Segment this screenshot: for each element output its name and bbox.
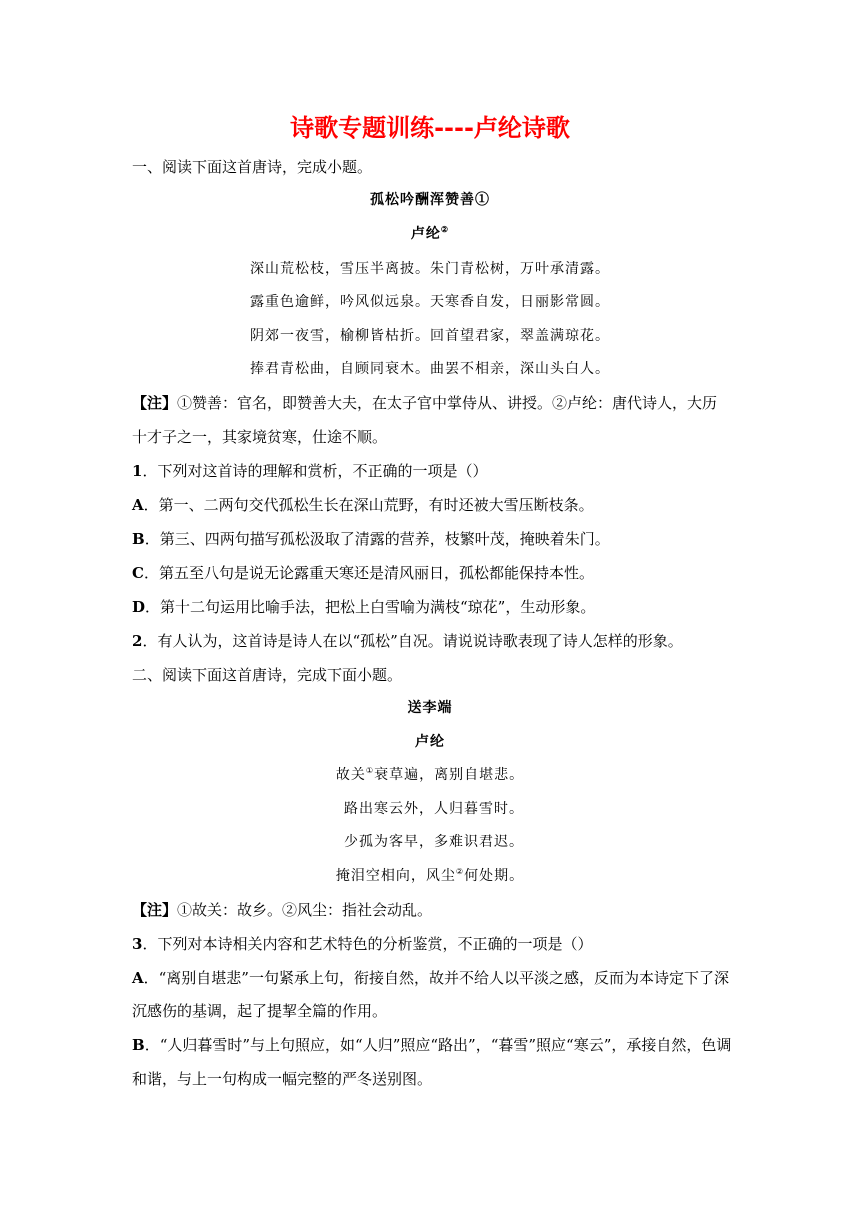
q3-option-a — [132, 967, 732, 989]
poem2-line-part: 衰草遍，离别自堪悲。 — [374, 767, 525, 783]
option-text: ．第五至八句是说无论露重天寒还是清风丽日，孤松都能保持本性。 — [143, 564, 594, 582]
q1-option-d — [132, 596, 732, 618]
q1-option-c — [132, 562, 732, 584]
option-label: A — [132, 969, 144, 987]
poem2-line-part: 掩泪空相向，风尘 — [335, 868, 456, 884]
poem2-line — [0, 865, 860, 887]
poem2-line: 少孤为客早，多难识君迟。 — [344, 834, 524, 850]
option-text: ．第一、二两句交代孤松生长在深山荒野，有时还被大雪压断枝条。 — [143, 496, 594, 514]
q3-option-a-cont: 沉感伤的基调，起了提挈全篇的作用。 — [132, 1002, 388, 1020]
poem1-line: 深山荒松枝，雪压半离披。朱门青松树，万叶承清露。 — [250, 261, 610, 277]
q1-option-b — [132, 528, 732, 550]
option-label: B — [132, 530, 145, 548]
question-number: 2 — [132, 632, 143, 650]
poem1-line: 捧君青松曲，自顾同衰木。曲罢不相亲，深山头白人。 — [250, 361, 610, 377]
page-title: 诗歌专题训练----卢纶诗歌 — [290, 114, 570, 142]
poem1-line: 露重色逾鲜，吟风似远泉。天寒香自发，日丽影常圆。 — [250, 294, 610, 310]
question-1 — [132, 460, 732, 482]
footnote-mark: ② — [455, 867, 465, 876]
poem2-line-part: 何处期。 — [464, 868, 525, 884]
poem1-title: 孤松吟酬浑赞善① — [370, 192, 490, 208]
question-2 — [132, 630, 732, 652]
note-text: ①赞善：官名，即赞善大夫，在太子官中掌侍从、讲授。②卢纶：唐代诗人，大历 — [177, 394, 718, 412]
note-text: ①故关：故乡。②风尘：指社会动乱。 — [177, 901, 433, 919]
note-label: 【注】 — [132, 394, 178, 412]
poem1-note-cont: 十才子之一，其家境贫寒，仕途不顺。 — [132, 428, 388, 446]
poem1-author — [0, 223, 860, 245]
q1-option-a — [132, 494, 732, 516]
question-3 — [132, 933, 732, 955]
question-text: ．下列对这首诗的理解和赏析，不正确的一项是（） — [142, 462, 488, 480]
option-text: ．第三、四两句描写孤松汲取了清露的营养，枝繁叶茂，掩映着朱门。 — [144, 530, 610, 548]
option-label: D — [132, 598, 146, 616]
poem1-line: 阴郊一夜雪，榆柳皆枯折。回首望君家，翠盖满琼花。 — [250, 328, 610, 344]
question-text: ．下列对本诗相关内容和艺术特色的分析鉴赏，不正确的一项是（） — [142, 935, 593, 953]
poem2-title: 送李端 — [407, 700, 453, 716]
question-text: ．有人认为，这首诗是诗人在以“孤松”自况。请说说诗歌表现了诗人怎样的形象。 — [142, 632, 683, 650]
option-text: ．第十二句运用比喻手法，把松上白雪喻为满枝“琼花”，生动形象。 — [145, 598, 596, 616]
poem2-line — [0, 764, 860, 786]
poem1-note — [132, 392, 732, 414]
option-text: ．“离别自堪悲”一句紧承上句，衔接自然，故并不给人以平淡之感，反而为本诗定下了深 — [143, 969, 729, 987]
question-number: 3 — [132, 935, 143, 953]
option-label: B — [132, 1036, 145, 1054]
poem1-author-name: 卢纶 — [410, 226, 441, 242]
poem2-line-part: 故关 — [335, 767, 366, 783]
q3-option-b-cont: 和谐，与上一句构成一幅完整的严冬送别图。 — [132, 1070, 433, 1088]
poem2-line: 路出寒云外，人归暮雪时。 — [344, 801, 524, 817]
poem2-note — [132, 899, 732, 921]
poem2-author: 卢纶 — [415, 734, 445, 750]
note-label: 【注】 — [132, 901, 178, 919]
option-label: A — [132, 496, 144, 514]
option-text: ．“人归暮雪时”与上句照应，如“人归”照应“路出”，“暮雪”照应“寒云”，承接自然，色调 — [144, 1036, 732, 1054]
section1-heading: 一、阅读下面这首唐诗，完成小题。 — [132, 158, 373, 176]
q3-option-b — [132, 1034, 732, 1056]
footnote-mark: ① — [365, 766, 375, 775]
option-label: C — [132, 564, 144, 582]
poem1-author-note-mark: ② — [440, 224, 450, 234]
section2-heading: 二、阅读下面这首唐诗，完成下面小题。 — [132, 666, 403, 684]
question-number: 1 — [132, 462, 143, 480]
